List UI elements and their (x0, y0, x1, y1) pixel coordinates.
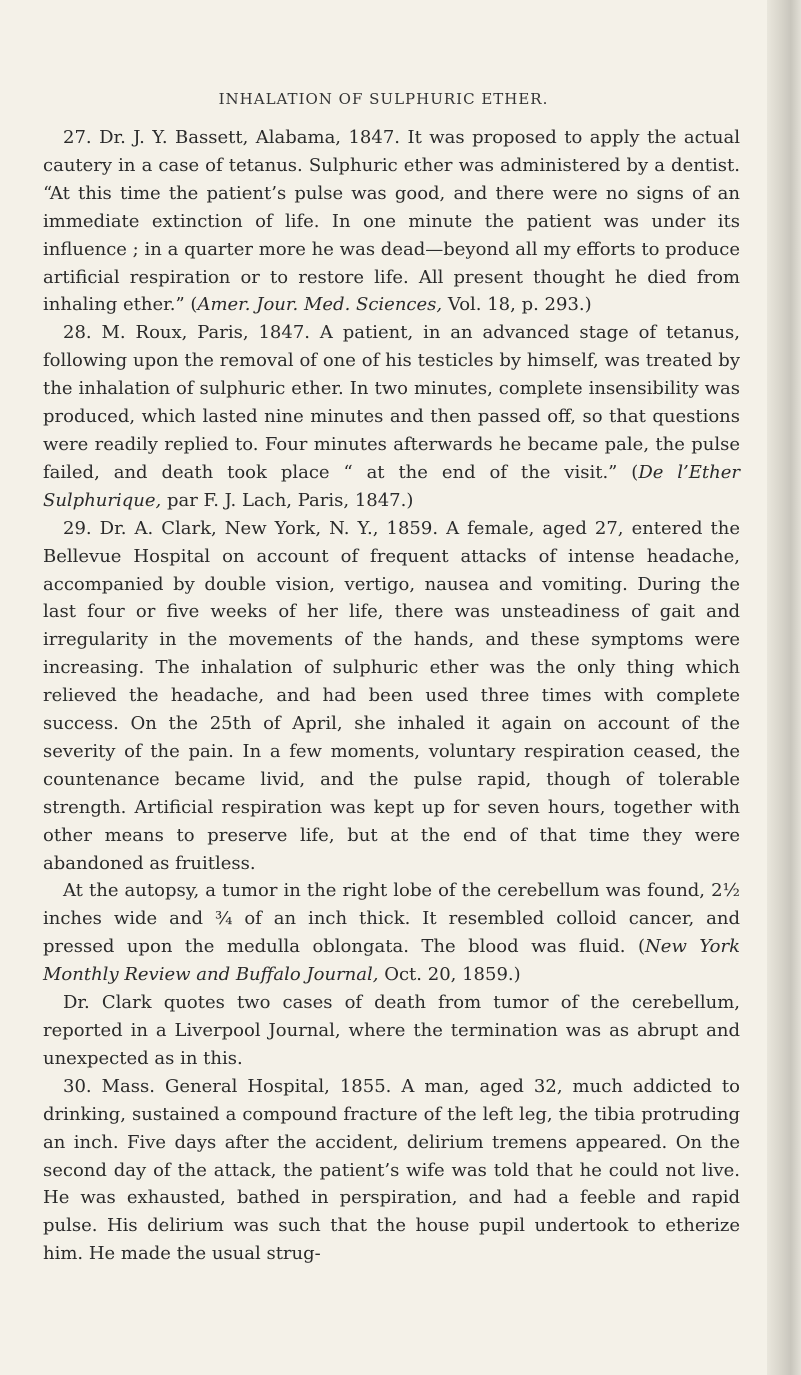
text-segment: Oct. 20, 1859.) (378, 964, 521, 986)
citation-title: New York Monthly Review and Buffalo Journal, (43, 936, 740, 986)
body-text (43, 124, 740, 1268)
text-segment: 27. Dr. J. Y. Bassett, Alabama, 1847. It was proposed to apply the actual cautery in a case of tetanus. Sulphuric ether was administered by a dentist. “At this time the patient’s pulse was good, and there were no signs of an immediate extinction of life. In one minute the patient was under its influence ; in a quarter more he was dead—beyond all my efforts to produce artificial respiration or to restore life. All present thought he died from inhaling ether.” ( (43, 127, 740, 316)
running-head: INHALATION OF SULPHURIC ETHER. (218, 90, 549, 108)
text-segment: Dr. Clark quotes two cases of death from tumor of the cerebellum, reported in a Liverpool Journal, where the termination was as abrupt and unexpected as in this. (43, 992, 740, 1069)
text-segment: At the autopsy, a tumor in the right lobe of the cerebellum was found, 2½ inches wide and ¾ of an inch thick. It resembled colloid cancer, and pressed upon the medulla oblongata. The blood was fluid. ( (43, 880, 740, 958)
text-segment: Vol. 18, p. 293.) (442, 294, 592, 316)
paragraph-clark-note (43, 989, 740, 1073)
text-segment: par F. J. Lach, Paris, 1847.) (161, 489, 414, 511)
text-segment: 30. Mass. General Hospital, 1855. A man, aged 32, much addicted to drinking, sustained a compound fracture of the left leg, the tibia protruding an inch. Five days after the accident, delirium tremens appeared. On the second day of the attack, the patient’s wife was told that he could not live. He was exhausted, bathed in perspiration, and had a feeble and rapid pulse. His delirium was such that the house pupil undertook to etherize him. He made the usual strug- (43, 1075, 740, 1265)
paragraph-autopsy (43, 877, 740, 989)
paragraph-case-30 (43, 1073, 740, 1268)
citation-title: De l’Ether Sulphurique, (43, 461, 741, 511)
text-segment: 28. M. Roux, Paris, 1847. A patient, in an advanced stage of tetanus, following upon the removal of one of his testicles by himself, was treated by the inhalation of sulphuric ether. In two minutes, complete insensibility was produced, which lasted nine minutes and then passed off, so that questions were readily replied to. Four minutes afterwards he became pale, the pulse failed, and death took place “ at the end of the visit.” ( (43, 322, 740, 483)
paragraph-case-27 (43, 124, 740, 319)
text-segment: 29. Dr. A. Clark, New York, N. Y., 1859. A female, aged 27, entered the Bellevue Hospital on account of frequent attacks of intense headache, accompanied by double vision, vertigo, nausea and vomiting. During the last four or five weeks of her life, there was unsteadiness of gait and irregularity in the movements of the hands, and these symptoms were increasing. The inhalation of sulphuric ether was the only thing which relieved the headache, and had been used three times with complete success. On the 25th of April, she inhaled it again on account of the severity of the pain. In a few moments, voluntary respiration ceased, the countenance became livid, and the pulse rapid, though of tolerable strength. Artificial respiration was kept up for seven hours, together with other means to preserve life, but at the end of that time they were abandoned as fruitless. (43, 517, 740, 874)
paragraph-case-29 (43, 515, 740, 878)
page-edge (767, 0, 801, 1375)
paragraph-case-28 (43, 319, 740, 514)
citation-title: Amer. Jour. Med. Sciences, (197, 294, 443, 316)
